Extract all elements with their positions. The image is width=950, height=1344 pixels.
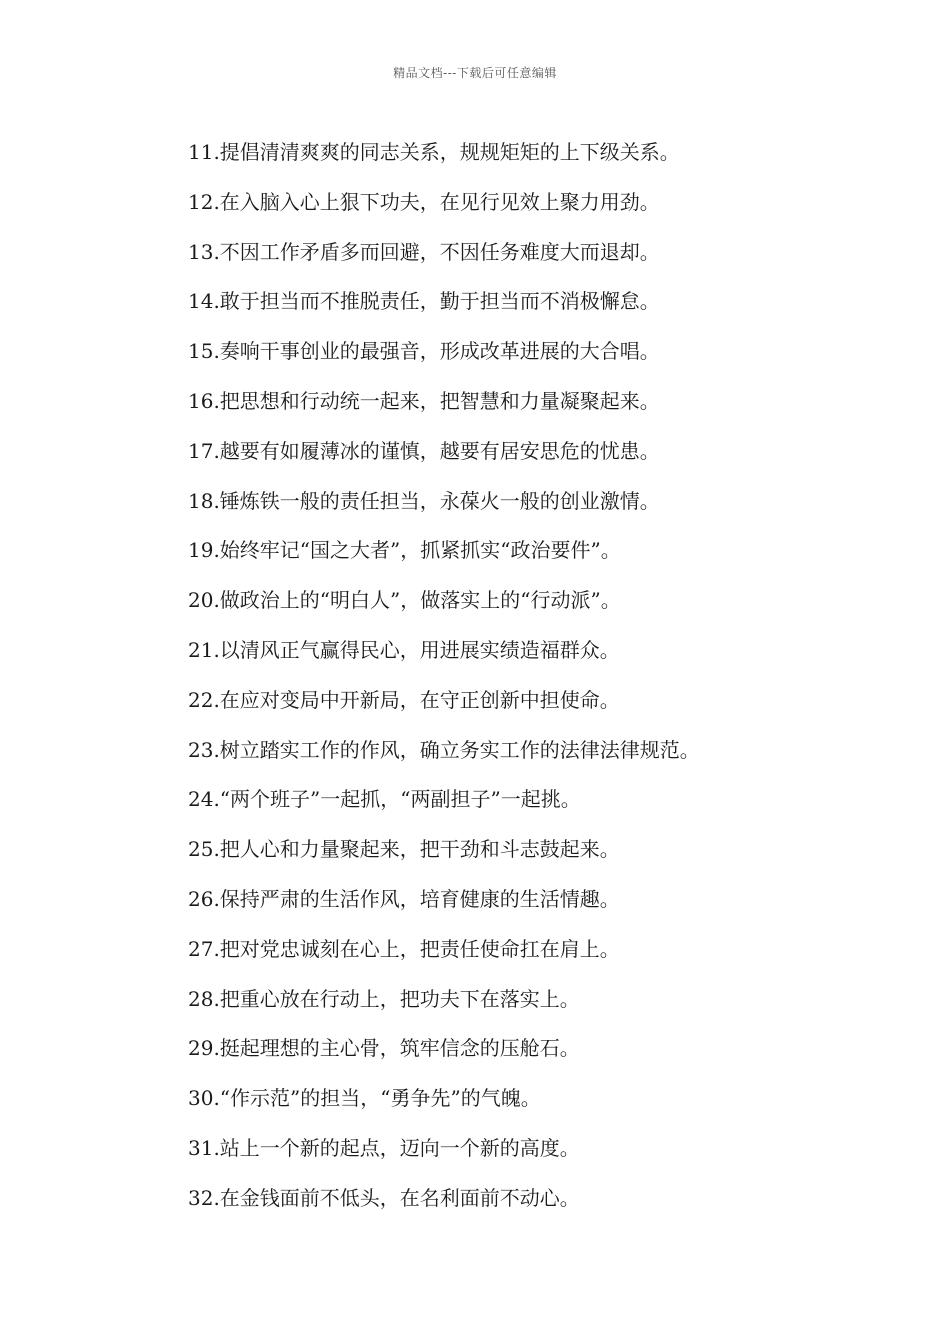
- list-item: 20.做政治上的“明白人”，做落实上的“行动派”。: [188, 588, 621, 613]
- list-item: 12.在入脑入心上狠下功夫，在见行见效上聚力用劲。: [188, 189, 660, 214]
- list-item: 15.奏响干事创业的最强音，形成改革进展的大合唱。: [188, 339, 660, 364]
- list-item: 16.把思想和行动统一起来，把智慧和力量凝聚起来。: [188, 388, 660, 413]
- list-item: 29.挺起理想的主心骨，筑牢信念的压舱石。: [188, 1036, 580, 1061]
- list-item: 24.“两个班子”一起抓，“两副担子”一起挑。: [188, 787, 581, 812]
- list-item: 19.始终牢记“国之大者”，抓紧抓实“政治要件”。: [188, 538, 621, 563]
- list-item: 14.敢于担当而不推脱责任，勤于担当而不消极懈怠。: [188, 289, 660, 314]
- list-item: 23.树立踏实工作的作风，确立务实工作的法律法律规范。: [188, 737, 700, 762]
- slogan-list: [188, 133, 908, 1229]
- list-item: 22.在应对变局中开新局，在守正创新中担使命。: [188, 687, 620, 712]
- list-item: 21.以清风正气赢得民心，用进展实绩造福群众。: [188, 637, 620, 662]
- list-item: 30.“作示范”的担当，“勇争先”的气魄。: [188, 1086, 541, 1111]
- list-item: 25.把人心和力量聚起来，把干劲和斗志鼓起来。: [188, 837, 620, 862]
- list-item: 32.在金钱面前不低头，在名利面前不动心。: [188, 1185, 580, 1210]
- list-item: 17.越要有如履薄冰的谨慎，越要有居安思危的忧患。: [188, 438, 660, 463]
- page-header: 精品文档---下载后可任意编辑: [393, 66, 557, 80]
- list-item: 26.保持严肃的生活作风，培育健康的生活情趣。: [188, 886, 620, 911]
- list-item: 18.锤炼铁一般的责任担当，永葆火一般的创业激情。: [188, 488, 660, 513]
- list-item: 31.站上一个新的起点，迈向一个新的高度。: [188, 1135, 580, 1160]
- list-item: 28.把重心放在行动上，把功夫下在落实上。: [188, 986, 580, 1011]
- list-item: 11.提倡清清爽爽的同志关系，规规矩矩的上下级关系。: [188, 140, 680, 164]
- list-item: 27.把对党忠诚刻在心上，把责任使命扛在肩上。: [188, 936, 620, 961]
- list-item: 13.不因工作矛盾多而回避，不因任务难度大而退却。: [188, 239, 660, 264]
